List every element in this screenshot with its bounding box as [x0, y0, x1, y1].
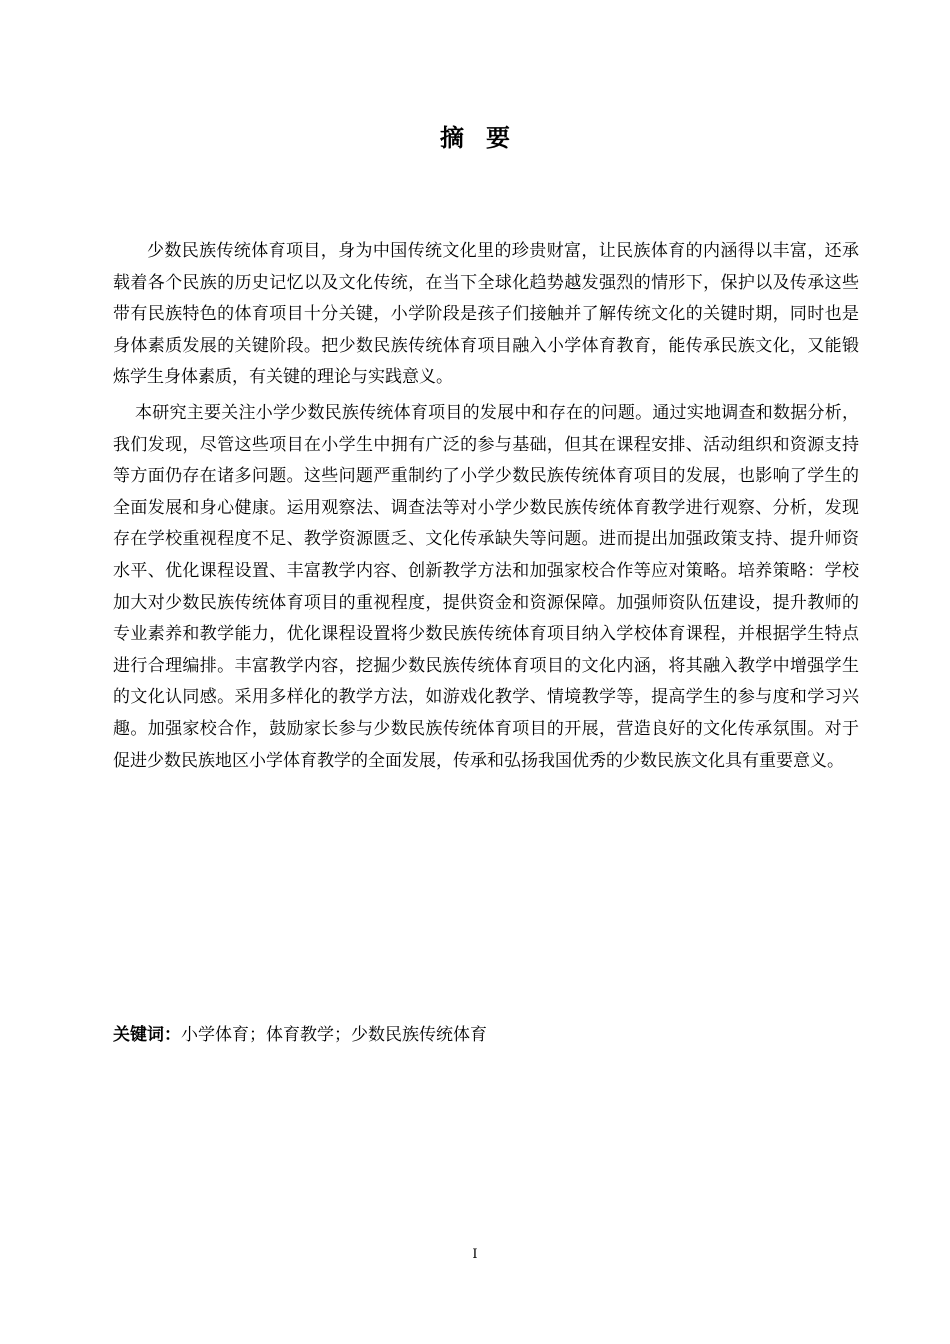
keywords-line — [113, 1020, 859, 1050]
abstract-paragraph-1: 少数民族传统体育项目，身为中国传统文化里的珍贵财富，让民族体育的内涵得以丰富，还承载着各个民族的历史记忆以及文化传统，在当下全球化趋势越发强烈的情形下，保护以及传承这些带有民族特色的体育项目十分关键，小学阶段是孩子们接触并了解传统文化的关键时期，同时也是身体素质发展的关键阶段。把少数民族传统体育项目融入小学体育教育，能传承民族文化，又能锻炼学生身体素质，有关键的理论与实践意义。 — [113, 241, 859, 388]
title-char-2: 要 — [486, 123, 510, 152]
abstract-title — [0, 118, 950, 158]
title-char-1: 摘 — [440, 123, 464, 152]
abstract-body — [113, 236, 859, 777]
abstract-paragraph-2: 本研究主要关注小学少数民族传统体育项目的发展中和存在的问题。通过实地调查和数据分析，我们发现，尽管这些项目在小学生中拥有广泛的参与基础，但其在课程安排、活动组织和资源支持等方面仍存在诸多问题。这些问题严重制约了小学少数民族传统体育项目的发展，也影响了学生的全面发展和身心健康。运用观察法、调查法等对小学少数民族传统体育教学进行观察、分析，发现存在学校重视程度不足、教学资源匮乏、文化传承缺失等问题。进而提出加强政策支持、提升师资水平、优化课程设置、丰富教学内容、创新教学方法和加强家校合作等应对策略。培养策略：学校加大对少数民族传统体育项目的重视程度，提供资金和资源保障。加强师资队伍建设，提升教师的专业素养和教学能力，优化课程设置将少数民族传统体育项目纳入学校体育课程，并根据学生特点进行合理编排。丰富教学内容，挖掘少数民族传统体育项目的文化内涵，将其融入教学中增强学生的文化认同感。采用多样化的教学方法，如游戏化教学、情境教学等，提高学生的参与度和学习兴趣。加强家校合作，鼓励家长参与少数民族传统体育项目的开展，营造良好的文化传承氛围。对于促进少数民族地区小学体育教学的全面发展，传承和弘扬我国优秀的少数民族文化具有重要意义。 — [113, 402, 859, 771]
keywords-value: 小学体育；体育教学；少数民族传统体育 — [181, 1025, 487, 1045]
page-number: I — [472, 1247, 478, 1262]
keywords-label: 关键词： — [113, 1025, 181, 1045]
